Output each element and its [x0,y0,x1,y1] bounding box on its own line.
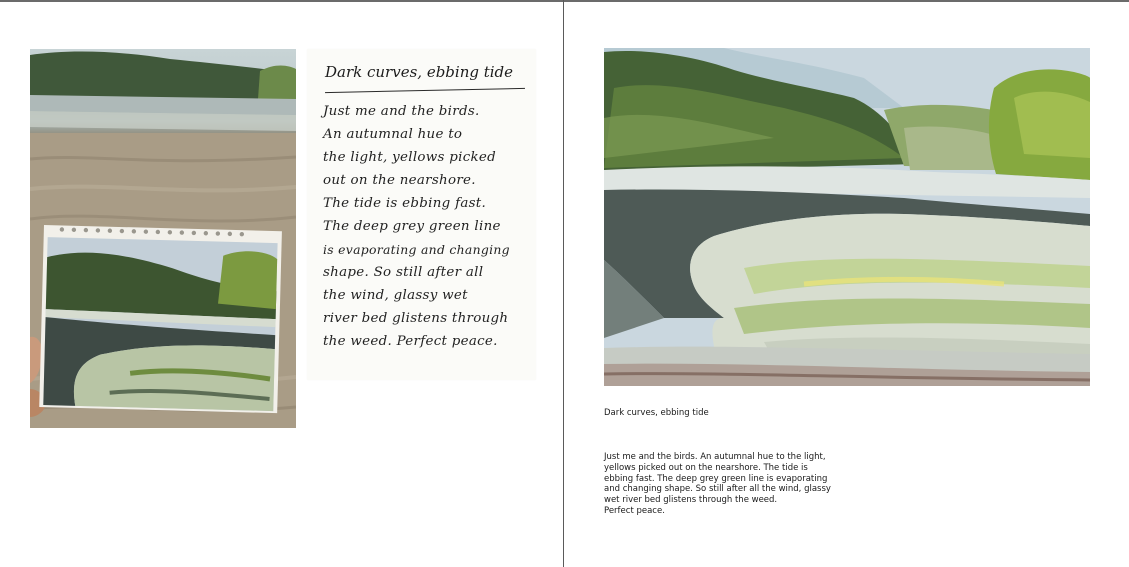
note-line: the weed. Perfect peace. [323,334,498,349]
note-line: The deep grey green line [323,219,501,234]
caption-line: yellows picked out on the nearshore. The tide is [604,462,808,473]
note-line: the wind, glassy wet [323,288,468,303]
riverbank-photo [30,49,296,428]
caption-line: Just me and the birds. An autumnal hue to the light, [604,452,826,462]
caption-line: wet river bed glistens through the weed. [604,495,778,506]
caption-line: Perfect peace. [604,505,665,516]
top-border [0,0,1129,2]
note-line: out on the nearshore. [323,173,476,188]
note-line: river bed glistens through [323,311,509,326]
handwritten-note [307,49,536,380]
caption-body [604,452,844,517]
note-line: Just me and the birds. [323,104,480,119]
note-line: is evaporating and changing [323,242,510,257]
note-line: The tide is ebbing fast. [323,196,487,211]
photo-scene [30,49,296,428]
caption-line: and changing shape. So still after all the wind, glassy [604,484,831,495]
caption-line: ebbing fast. The deep grey green line is evaporating [604,473,828,484]
note-title-underline [325,88,525,93]
note-line: An autumnal hue to [323,127,463,142]
river-painting [604,48,1090,386]
page-gutter [563,0,564,567]
painting-scene [604,48,1090,386]
caption-title: Dark curves, ebbing tide [604,408,709,418]
note-title: Dark curves, ebbing tide [325,63,514,81]
note-line: shape. So still after all [323,265,484,280]
note-line: the light, yellows picked [323,150,497,165]
